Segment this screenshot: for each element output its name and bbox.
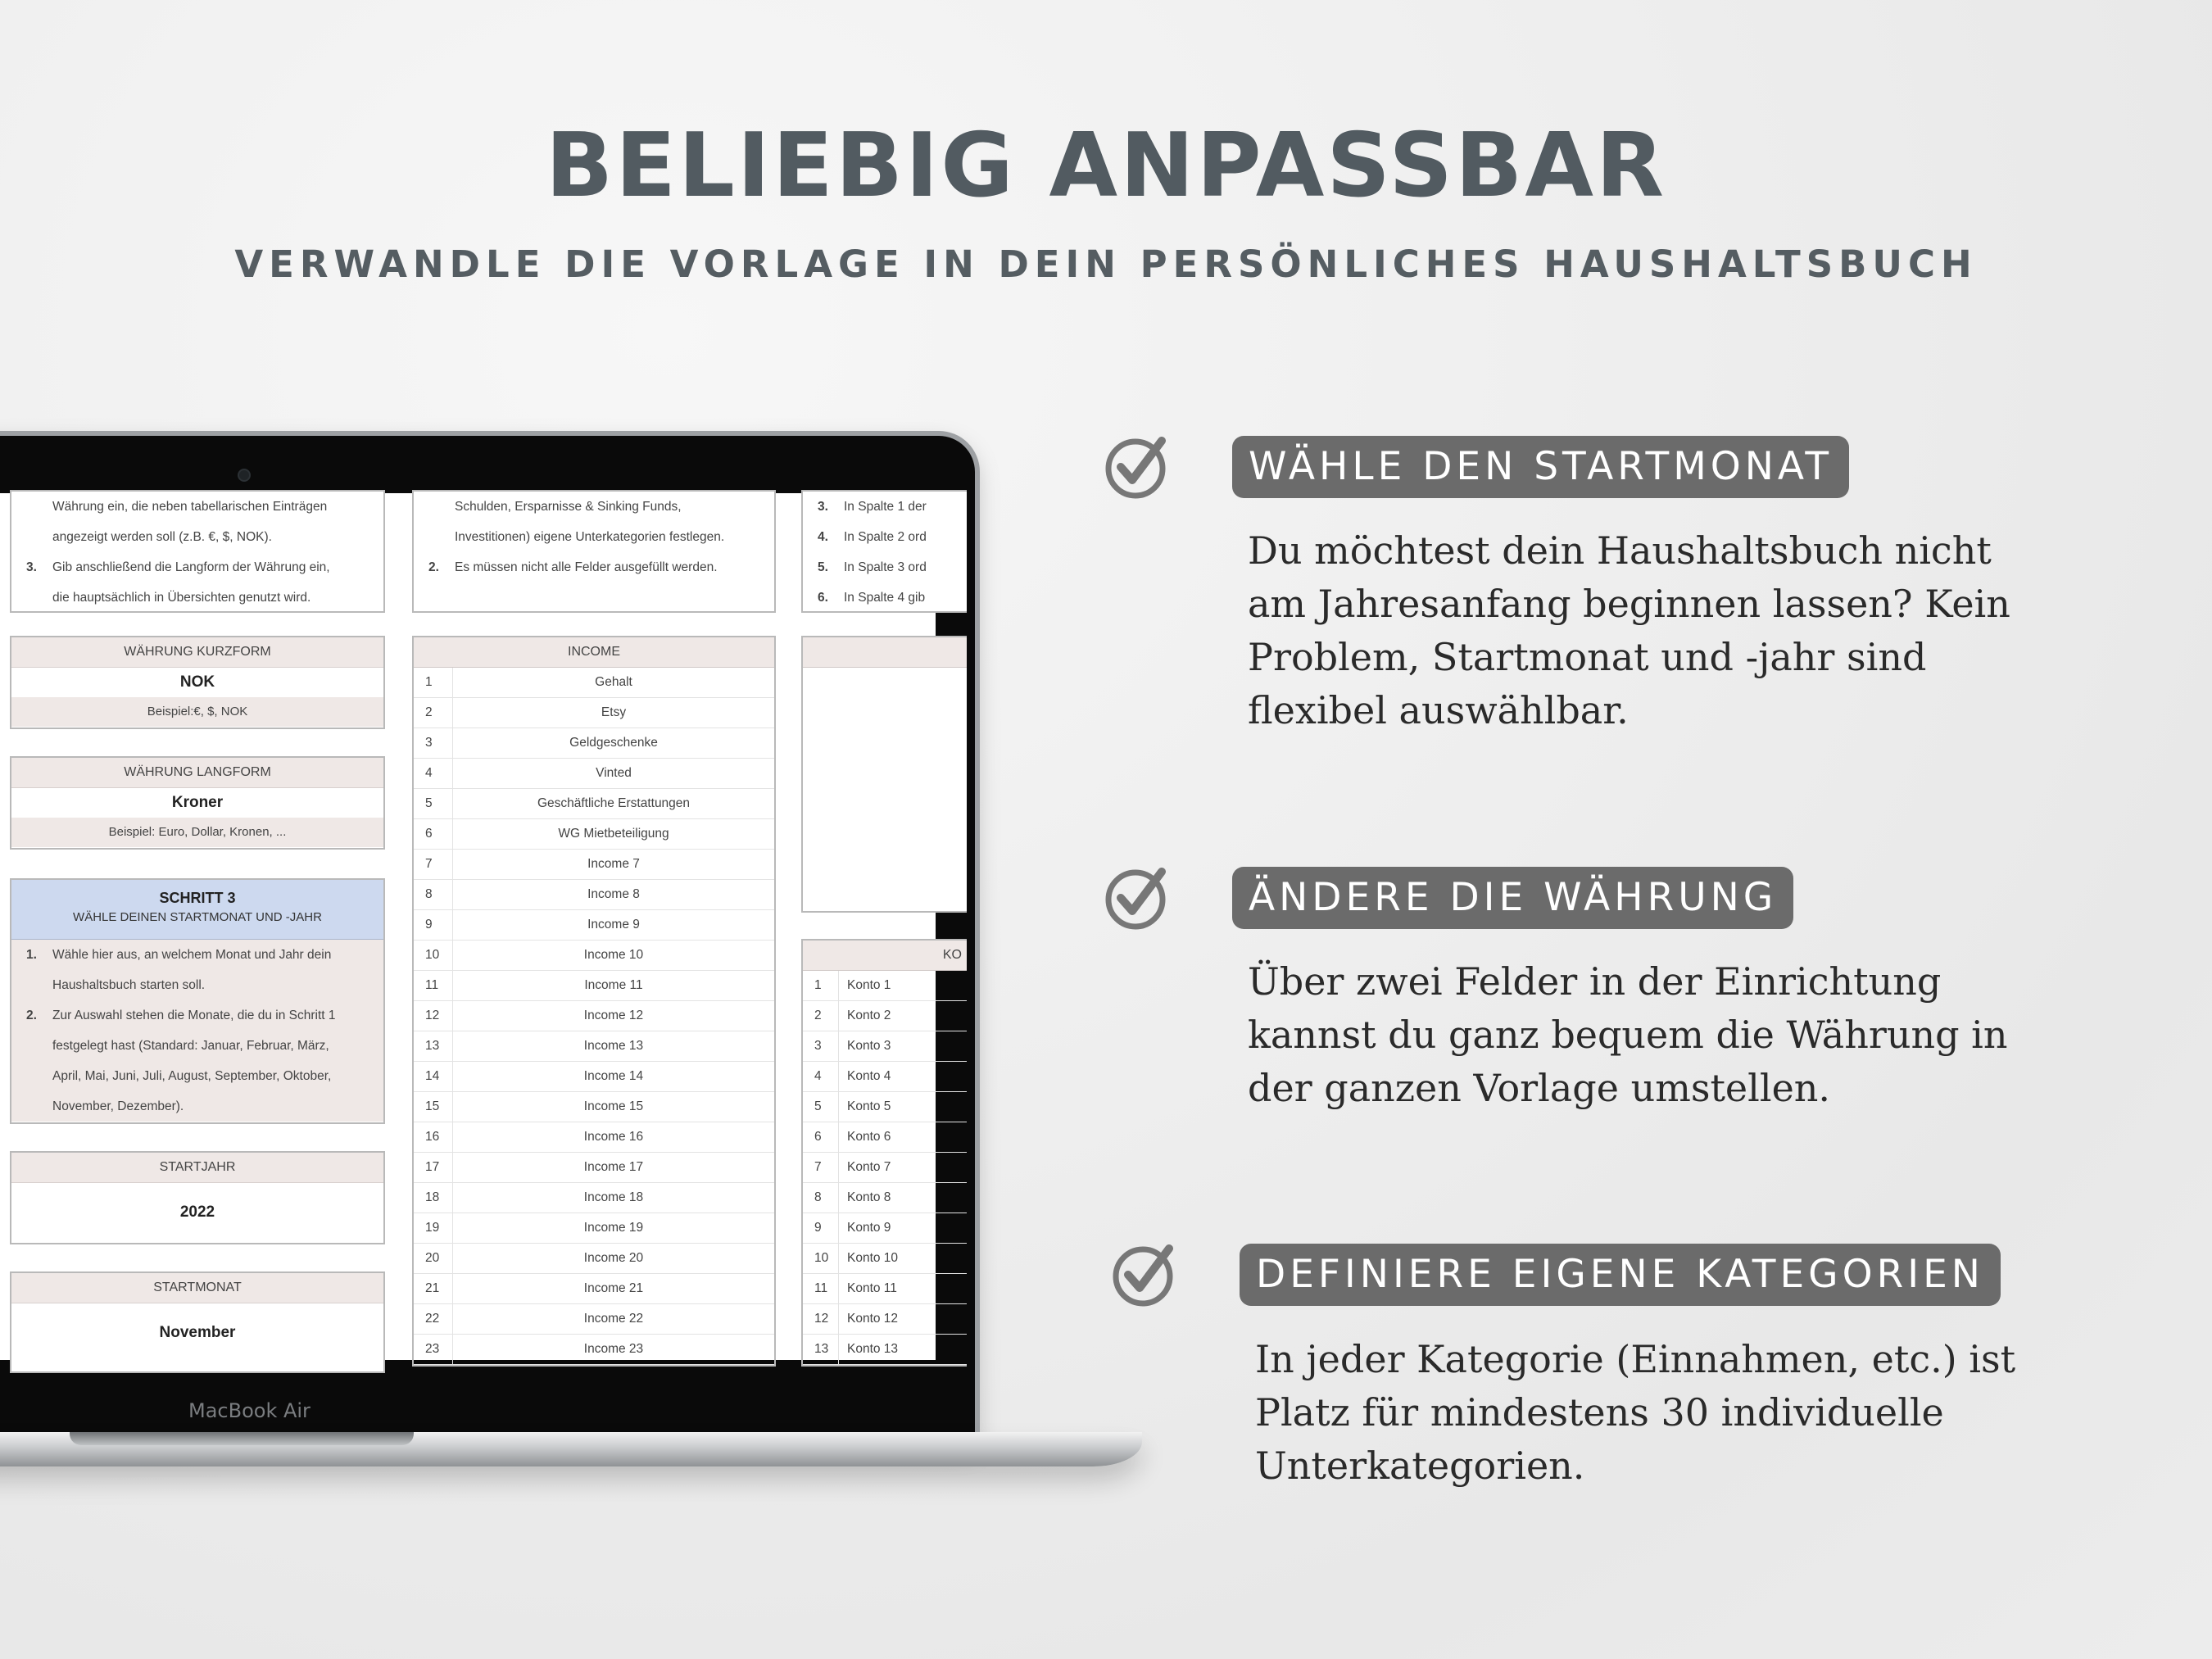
row-number: 20 <box>414 1244 453 1273</box>
income-row <box>414 759 774 789</box>
account-row <box>803 1244 967 1274</box>
row-number: 2 <box>803 1001 839 1031</box>
row-number: 6 <box>414 819 453 849</box>
category-cell[interactable]: Konto 4 <box>847 1069 891 1083</box>
currency-instructions-panel <box>10 490 385 613</box>
account-row <box>803 1031 967 1062</box>
instruction-line <box>11 492 383 522</box>
account-row <box>803 971 967 1001</box>
instruction-text: In Spalte 4 gib <box>844 591 926 605</box>
instruction-number: 3. <box>26 560 37 574</box>
step3-title: SCHRITT 3 <box>159 890 236 906</box>
instruction-line <box>803 582 967 613</box>
income-row <box>414 1031 774 1062</box>
income-row <box>414 1304 774 1335</box>
category-cell[interactable]: Income 16 <box>583 1130 644 1144</box>
row-number: 8 <box>414 880 453 909</box>
income-row <box>414 698 774 728</box>
category-cell[interactable]: Income 10 <box>583 948 644 962</box>
step3-subtitle: WÄHLE DEINEN STARTMONAT UND -JAHR <box>73 910 322 924</box>
category-cell[interactable]: Konto 3 <box>847 1039 891 1053</box>
row-number: 13 <box>803 1335 839 1364</box>
currency-short-header: WÄHRUNG KURZFORM <box>11 637 383 668</box>
currency-short-note: Beispiel:€, $, NOK <box>11 697 383 727</box>
category-cell[interactable]: Konto 9 <box>847 1221 891 1235</box>
instruction-number: 4. <box>818 530 828 544</box>
categories-instructions-panel <box>412 490 776 613</box>
account-row <box>803 1304 967 1335</box>
start-year-header: STARTJAHR <box>11 1153 383 1183</box>
instruction-number: 2. <box>428 560 439 574</box>
blank-table-header <box>803 637 967 668</box>
category-cell[interactable]: Konto 7 <box>847 1160 891 1174</box>
instruction-text: In Spalte 2 ord <box>844 530 927 544</box>
category-cell[interactable]: Geldgeschenke <box>569 736 658 750</box>
instruction-text: Haushaltsbuch starten soll. <box>52 978 206 992</box>
start-month-select[interactable]: November <box>159 1324 236 1341</box>
instruction-text: Währung ein, die neben tabellarischen Einträgen <box>52 500 328 514</box>
account-row <box>803 1274 967 1304</box>
step3-header <box>11 880 383 940</box>
instruction-number: 6. <box>818 591 828 605</box>
category-cell[interactable]: Income 13 <box>583 1039 644 1053</box>
category-cell[interactable]: Income 11 <box>584 978 643 992</box>
category-cell[interactable]: Income 14 <box>583 1069 644 1083</box>
account-row <box>803 1213 967 1244</box>
income-row <box>414 1001 774 1031</box>
instruction-text: angezeigt werden soll (z.B. €, $, NOK). <box>52 530 272 544</box>
accounts-table-header: KO <box>803 941 967 971</box>
category-cell[interactable]: Income 15 <box>583 1099 644 1113</box>
start-month-header: STARTMONAT <box>11 1273 383 1303</box>
account-row <box>803 1335 967 1365</box>
category-cell[interactable]: Income 19 <box>583 1221 644 1235</box>
income-row <box>414 1274 774 1304</box>
instruction-line <box>11 1000 383 1031</box>
category-cell[interactable]: Geschäftliche Erstattungen <box>537 796 691 810</box>
row-number: 3 <box>803 1031 839 1061</box>
instruction-text: Es müssen nicht alle Felder ausgefüllt werden. <box>455 560 718 574</box>
instruction-line <box>803 552 967 582</box>
instruction-text: Investitionen) eigene Unterkategorien festlegen. <box>455 530 725 544</box>
category-cell[interactable]: Income 17 <box>583 1160 644 1174</box>
income-row <box>414 1244 774 1274</box>
income-row <box>414 789 774 819</box>
instruction-text: In Spalte 3 ord <box>844 560 927 574</box>
instruction-line <box>11 970 383 1000</box>
row-number: 1 <box>414 668 453 697</box>
row-number: 4 <box>803 1062 839 1091</box>
check-circle-icon <box>1104 433 1170 498</box>
row-number: 10 <box>803 1244 839 1273</box>
account-row <box>803 1183 967 1213</box>
feature-description: In jeder Kategorie (Einnahmen, etc.) ist Platz für mindestens 30 individuelle Unterkategorien. <box>1255 1337 2016 1488</box>
income-row <box>414 1153 774 1183</box>
account-row <box>803 1122 967 1153</box>
row-number: 17 <box>414 1153 453 1182</box>
row-number: 14 <box>414 1062 453 1091</box>
instruction-number: 3. <box>818 500 828 514</box>
page-subtitle: VERWANDLE DIE VORLAGE IN DEIN PERSÖNLICHES HAUSHALTSBUCH <box>234 243 1978 286</box>
income-row <box>414 1213 774 1244</box>
row-number: 9 <box>803 1213 839 1243</box>
instruction-text: Wähle hier aus, an welchem Monat und Jahr dein <box>52 948 332 962</box>
row-number: 21 <box>414 1274 453 1303</box>
category-cell[interactable]: WG Mietbeteiligung <box>558 827 669 841</box>
feature-title: DEFINIERE EIGENE KATEGORIEN <box>1240 1244 2001 1306</box>
row-number: 15 <box>414 1092 453 1122</box>
accounts-instructions-panel <box>801 490 967 613</box>
instruction-line <box>11 522 383 552</box>
currency-long-note: Beispiel: Euro, Dollar, Kronen, ... <box>11 818 383 847</box>
step3-instructions <box>11 940 383 1122</box>
account-row <box>803 1062 967 1092</box>
category-cell[interactable]: Income 18 <box>583 1190 644 1204</box>
instruction-list <box>803 492 967 613</box>
row-number: 12 <box>803 1304 839 1334</box>
instruction-line <box>11 1091 383 1122</box>
currency-long-input[interactable]: Kroner <box>171 794 224 811</box>
instruction-number: 1. <box>26 948 37 962</box>
instruction-number: 2. <box>26 1009 37 1022</box>
category-cell[interactable]: Etsy <box>601 705 627 719</box>
accounts-table <box>801 939 967 1367</box>
row-number: 23 <box>414 1335 453 1364</box>
row-number: 3 <box>414 728 453 758</box>
feature-description: Du möchtest dein Haushaltsbuch nicht am Jahresanfang beginnen lassen? Kein Problem, Startmonat und -jahr sind flexibel auswählbar. <box>1248 528 2010 732</box>
category-cell[interactable]: Gehalt <box>595 675 632 689</box>
instruction-text: Zur Auswahl stehen die Monate, die du in Schritt 1 <box>52 1009 336 1022</box>
account-row <box>803 1092 967 1122</box>
row-number: 8 <box>803 1183 839 1213</box>
category-cell[interactable]: Income 20 <box>583 1251 644 1265</box>
category-cell[interactable]: Konto 5 <box>847 1099 891 1113</box>
step3-panel <box>10 878 385 1124</box>
row-number: 7 <box>803 1153 839 1182</box>
income-table <box>412 636 776 1367</box>
instruction-text: April, Mai, Juni, Juli, August, September, Oktober, <box>52 1069 332 1083</box>
income-table-header: INCOME <box>414 637 774 668</box>
row-number: 12 <box>414 1001 453 1031</box>
category-cell[interactable]: Konto 8 <box>847 1190 891 1204</box>
category-cell[interactable]: Income 9 <box>587 918 640 931</box>
row-number: 4 <box>414 759 453 788</box>
income-row <box>414 971 774 1001</box>
row-number: 16 <box>414 1122 453 1152</box>
instruction-text: November, Dezember). <box>52 1099 184 1113</box>
instruction-line <box>11 582 383 613</box>
row-number: 5 <box>414 789 453 818</box>
blank-table-panel <box>801 636 967 913</box>
income-row <box>414 941 774 971</box>
instruction-text: festgelegt hast (Standard: Januar, Februar, März, <box>52 1039 329 1053</box>
feature-description: Über zwei Felder in der Einrichtung kannst du ganz bequem die Währung in der ganzen Vorlage umstellen. <box>1248 959 2008 1110</box>
row-number: 6 <box>803 1122 839 1152</box>
instruction-line <box>803 522 967 552</box>
instruction-line <box>414 552 774 582</box>
row-number: 18 <box>414 1183 453 1213</box>
instruction-text: In Spalte 1 der <box>844 500 927 514</box>
category-cell[interactable]: Income 21 <box>583 1281 644 1295</box>
instruction-line <box>11 1031 383 1061</box>
row-number: 19 <box>414 1213 453 1243</box>
instruction-text: die hauptsächlich in Übersichten genutzt wird. <box>52 591 311 605</box>
currency-long-header: WÄHRUNG LANGFORM <box>11 758 383 788</box>
camera-icon <box>238 469 251 482</box>
category-cell[interactable]: Income 12 <box>583 1009 644 1022</box>
income-row <box>414 668 774 698</box>
laptop-brand-label: MacBook Air <box>188 1399 310 1422</box>
income-row <box>414 819 774 850</box>
start-month-panel <box>10 1271 385 1373</box>
category-cell[interactable]: Konto 12 <box>847 1312 899 1326</box>
instruction-line <box>803 492 967 522</box>
row-number: 5 <box>803 1092 839 1122</box>
instruction-number: 5. <box>818 560 828 574</box>
instruction-line <box>11 1061 383 1091</box>
category-cell[interactable]: Income 8 <box>587 887 640 901</box>
instruction-list <box>414 492 774 582</box>
income-row <box>414 728 774 759</box>
row-number: 22 <box>414 1304 453 1334</box>
instruction-line <box>414 522 774 552</box>
income-row <box>414 910 774 941</box>
currency-short-input[interactable]: NOK <box>179 673 215 691</box>
category-cell[interactable]: Konto 2 <box>847 1009 891 1022</box>
category-cell[interactable]: Konto 11 <box>847 1281 897 1295</box>
income-row <box>414 1335 774 1365</box>
row-number: 10 <box>414 941 453 970</box>
feature-title: ÄNDERE DIE WÄHRUNG <box>1232 867 1793 929</box>
laptop-hinge <box>70 1432 414 1445</box>
category-cell[interactable]: Konto 1 <box>847 978 891 992</box>
check-circle-icon <box>1112 1240 1177 1306</box>
income-row <box>414 1183 774 1213</box>
income-row <box>414 880 774 910</box>
instruction-text: Schulden, Ersparnisse & Sinking Funds, <box>455 500 682 514</box>
spreadsheet-screen <box>0 493 962 1360</box>
start-year-select[interactable]: 2022 <box>179 1203 215 1221</box>
check-circle-icon <box>1104 863 1170 929</box>
instruction-line <box>414 492 774 522</box>
currency-short-panel <box>10 636 385 729</box>
instruction-line <box>11 552 383 582</box>
row-number: 7 <box>414 850 453 879</box>
income-row <box>414 1092 774 1122</box>
category-cell[interactable]: Konto 10 <box>847 1251 899 1265</box>
page-title: BELIEBIG ANPASSBAR <box>545 115 1667 217</box>
account-row <box>803 1001 967 1031</box>
instruction-text: Gib anschließend die Langform der Währung ein, <box>52 560 330 574</box>
category-cell[interactable]: Income 22 <box>583 1312 644 1326</box>
feature-title: WÄHLE DEN STARTMONAT <box>1232 436 1849 498</box>
row-number: 11 <box>803 1274 839 1303</box>
row-number: 1 <box>803 971 839 1000</box>
row-number: 9 <box>414 910 453 940</box>
category-cell[interactable]: Konto 13 <box>847 1342 899 1356</box>
currency-long-panel <box>10 756 385 850</box>
row-number: 2 <box>414 698 453 728</box>
instruction-list <box>11 492 383 613</box>
income-row <box>414 1062 774 1092</box>
row-number: 11 <box>414 971 453 1000</box>
category-cell[interactable]: Vinted <box>596 766 632 780</box>
category-cell[interactable]: Income 7 <box>587 857 640 871</box>
account-row <box>803 1153 967 1183</box>
start-year-panel <box>10 1151 385 1244</box>
category-cell[interactable]: Konto 6 <box>847 1130 891 1144</box>
instruction-line <box>11 940 383 970</box>
row-number: 13 <box>414 1031 453 1061</box>
income-row <box>414 850 774 880</box>
income-row <box>414 1122 774 1153</box>
category-cell[interactable]: Income 23 <box>583 1342 644 1356</box>
